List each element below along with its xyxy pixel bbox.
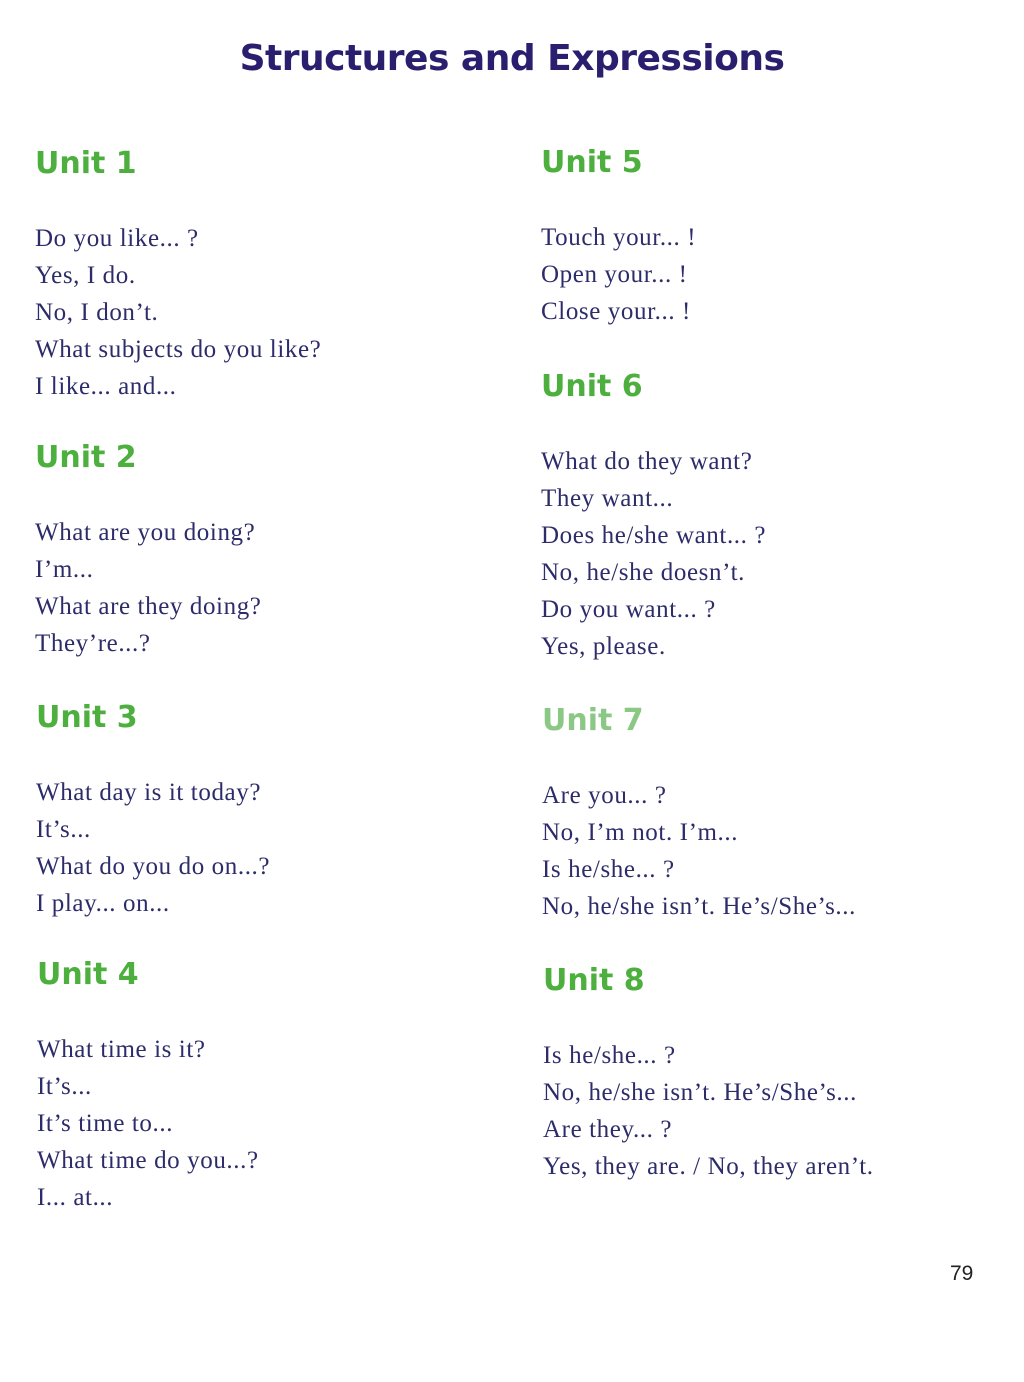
unit-2-line: What are they doing? [35, 593, 262, 620]
unit-3-line: It’s... [36, 816, 91, 843]
unit-6-heading: Unit 6 [541, 369, 643, 404]
unit-7-heading: Unit 7 [542, 703, 644, 738]
unit-1-line: What subjects do you like? [35, 336, 322, 363]
unit-2-line: What are you doing? [35, 519, 256, 546]
unit-4-heading: Unit 4 [37, 957, 139, 992]
unit-5-line: Touch your... ! [541, 224, 697, 251]
unit-2-heading: Unit 2 [35, 440, 137, 475]
unit-6-line: Yes, please. [541, 633, 666, 660]
unit-8-line: Are they... ? [543, 1116, 673, 1143]
unit-2-line: They’re...? [35, 630, 151, 657]
unit-4-section [37, 957, 259, 1216]
unit-5-line: Open your... ! [541, 261, 688, 288]
unit-4-line: It’s... [37, 1073, 92, 1100]
unit-7-line: Is he/she... ? [542, 856, 675, 883]
unit-3-line: I play... on... [36, 890, 170, 917]
unit-4-line: What time is it? [37, 1036, 206, 1063]
unit-3-heading: Unit 3 [36, 700, 138, 735]
unit-6-line: Do you want... ? [541, 596, 716, 623]
unit-3-section [36, 700, 270, 922]
page-title: Structures and Expressions [239, 38, 785, 79]
page-number: 79 [950, 1262, 974, 1285]
unit-6-section [541, 369, 766, 665]
unit-4-line: What time do you...? [37, 1147, 259, 1174]
unit-4-line: It’s time to... [37, 1110, 174, 1137]
unit-1-line: I like... and... [35, 373, 177, 400]
unit-8-section [543, 963, 874, 1185]
unit-4-line: I... at... [37, 1184, 114, 1211]
unit-5-section [541, 145, 696, 330]
unit-8-heading: Unit 8 [543, 963, 645, 998]
unit-6-line: They want... [541, 485, 674, 512]
unit-6-line: Does he/she want... ? [541, 522, 767, 549]
unit-1-line: No, I don’t. [35, 299, 159, 326]
unit-7-line: No, I’m not. I’m... [542, 819, 739, 846]
unit-3-line: What day is it today? [36, 779, 262, 806]
unit-8-line: Yes, they are. / No, they aren’t. [543, 1153, 874, 1180]
unit-7-section [542, 703, 856, 925]
unit-5-heading: Unit 5 [541, 145, 643, 180]
unit-5-line: Close your... ! [541, 298, 691, 325]
unit-2-section [35, 440, 262, 662]
unit-1-section [35, 146, 321, 405]
unit-1-line: Yes, I do. [35, 262, 136, 289]
unit-1-heading: Unit 1 [35, 146, 137, 181]
unit-7-line: Are you... ? [542, 782, 667, 809]
unit-2-line: I’m... [35, 556, 94, 583]
unit-1-line: Do you like... ? [35, 225, 199, 252]
unit-6-line: No, he/she doesn’t. [541, 559, 745, 586]
unit-6-line: What do they want? [541, 448, 753, 475]
unit-3-line: What do you do on...? [36, 853, 271, 880]
unit-8-line: Is he/she... ? [543, 1042, 676, 1069]
unit-8-line: No, he/she isn’t. He’s/She’s... [543, 1079, 857, 1106]
unit-7-line: No, he/she isn’t. He’s/She’s... [542, 893, 856, 920]
